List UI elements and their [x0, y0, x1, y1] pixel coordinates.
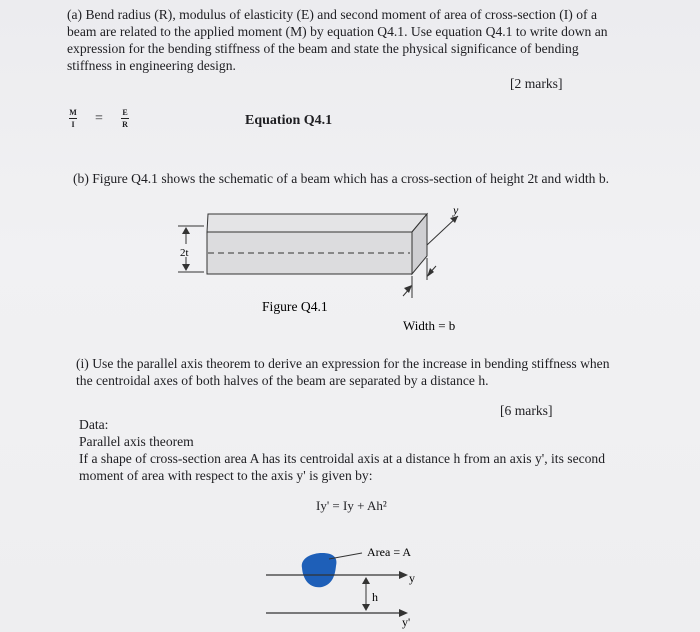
equation-rhs-denominator: R — [122, 120, 128, 129]
equation-rhs-numerator: E — [122, 108, 128, 117]
area-leader-line — [329, 553, 362, 559]
data-heading: Data: — [79, 417, 109, 432]
y-axis-label: y — [453, 203, 459, 217]
axis-y-prime-label: y' — [402, 615, 411, 629]
equation-label: Equation Q4.1 — [245, 113, 333, 128]
figure-caption: Figure Q4.1 — [262, 299, 328, 314]
parallel-axis-formula: Iy' = Iy + Ah² — [316, 498, 387, 513]
data-line-2: moment of area with respect to the axis y' is given by: — [79, 468, 373, 483]
width-label: Width = b — [403, 318, 456, 333]
distance-h-arrow-up — [362, 577, 370, 584]
question-a-line-1: (a) Bend radius (R), modulus of elasticity (E) and second moment of area of cross-section (I) of a — [67, 7, 597, 22]
equation-equals: = — [95, 111, 103, 126]
distance-h-label: h — [372, 590, 378, 604]
data-theorem: Parallel axis theorem — [79, 434, 194, 449]
axis-y-label: y — [409, 571, 415, 585]
question-b: (b) Figure Q4.1 shows the schematic of a beam which has a cross-section of height 2t and width b. — [73, 171, 610, 186]
question-a-line-2: beam are related to the applied moment (M) by equation Q4.1. Use equation Q4.1 to write down an — [67, 24, 608, 39]
area-label: Area = A — [367, 545, 412, 559]
equation-lhs-numerator: M — [69, 108, 77, 117]
question-a-line-3: expression for the bending stiffness of the beam and state the physical significance of bending — [67, 41, 579, 56]
question-b-i-line-1: (i) Use the parallel axis theorem to derive an expression for the increase in bending stiffness when — [76, 356, 610, 371]
equation-lhs-denominator: I — [71, 120, 75, 129]
marks-a: [2 marks] — [510, 76, 563, 91]
question-a-line-4: stiffness in engineering design. — [67, 58, 236, 73]
data-line-1: If a shape of cross-section area A has its centroidal axis at a distance h from an axis y', its second — [79, 451, 606, 466]
distance-h-arrow-down — [362, 604, 370, 611]
axis-y-arrowhead — [399, 571, 408, 579]
marks-b-i: [6 marks] — [500, 403, 553, 418]
height-label: 2t — [180, 247, 189, 259]
question-b-i-line-2: the centroidal axes of both halves of the beam are separated by a distance h. — [76, 373, 489, 388]
